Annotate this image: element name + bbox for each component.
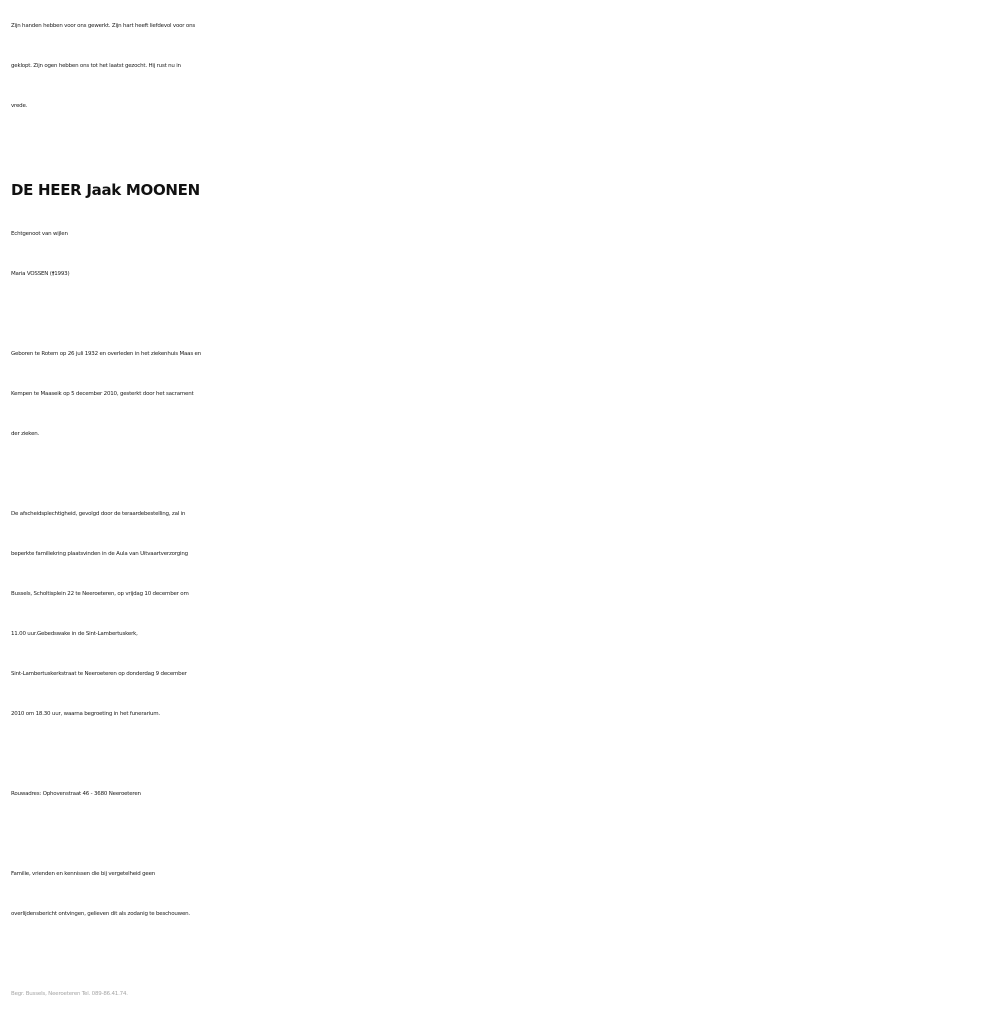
spacer <box>11 734 991 774</box>
intro-line: Zijn handen hebben voor ons gewerkt. Zijn hart heeft liefdevol voor ons <box>11 23 196 29</box>
family-line: overlijdensbericht ontvingen, gelieven dit als zodanig te beschouwen. <box>11 911 190 917</box>
spouse-name-line <box>11 254 991 294</box>
death-notice <box>11 6 991 1014</box>
spouse-line: Echtgenoot van wijlen <box>11 231 68 237</box>
intro-paragraph <box>11 6 991 126</box>
family-paragraph <box>11 854 991 934</box>
funeral-home-contact: Begr. Bussels, Neeroeteren Tel. 089-86.41.74. <box>11 991 128 997</box>
ceremony-line: Sint-Lambertuskerkstraat te Neeroeteren op donderdag 9 december <box>11 671 187 677</box>
birth-death-line: Kempen te Maaseik op 5 december 2010, gesterkt door het sacrament <box>11 391 194 397</box>
ceremony-line: 2010 om 18.30 uur, waarna begroeting in het funerarium. <box>11 711 160 717</box>
spacer <box>11 934 991 974</box>
address-paragraph <box>11 774 991 814</box>
birth-death-line: der zieken. <box>11 431 40 437</box>
ceremony-line: Bussels, Scholtisplein 22 te Neeroeteren, op vrijdag 10 december om <box>11 591 189 597</box>
ceremony-line: 11.00 uur.Gebedswake in de Sint-Lambertuskerk, <box>11 631 138 637</box>
family-line: Familie, vrienden en kennissen die bij vergetelheid geen <box>11 871 156 877</box>
ceremony-paragraph <box>11 494 991 734</box>
funeral-home-footer <box>11 974 991 1014</box>
intro-line: geklopt. Zijn ogen hebben ons tot het laatst gezocht. Hij rust nu in <box>11 63 181 69</box>
deceased-name: DE HEER Jaak MOONEN <box>11 181 200 199</box>
spacer <box>11 294 991 334</box>
birth-death-paragraph <box>11 334 991 454</box>
ceremony-line: beperkte familiekring plaatsvinden in de Aula van Uitvaartverzorging <box>11 551 188 557</box>
birth-death-line: Geboren te Rotem op 26 juli 1932 en overleden in het ziekenhuis Maas en <box>11 351 202 357</box>
cross-icon: † <box>51 271 55 277</box>
spouse-paragraph <box>11 214 991 294</box>
spacer <box>11 454 991 494</box>
spouse-name: Maria VOSSEN ( <box>11 271 52 277</box>
intro-line: vrede. <box>11 103 28 109</box>
ceremony-line: De afscheidsplechtigheid, gevolgd door de teraardebestelling, zal in <box>11 511 186 517</box>
spacer <box>11 814 991 854</box>
mourning-address: Rouwadres: Ophovenstraat 46 - 3680 Neeroeteren <box>11 791 141 797</box>
spouse-death-year: 1993) <box>54 271 70 277</box>
